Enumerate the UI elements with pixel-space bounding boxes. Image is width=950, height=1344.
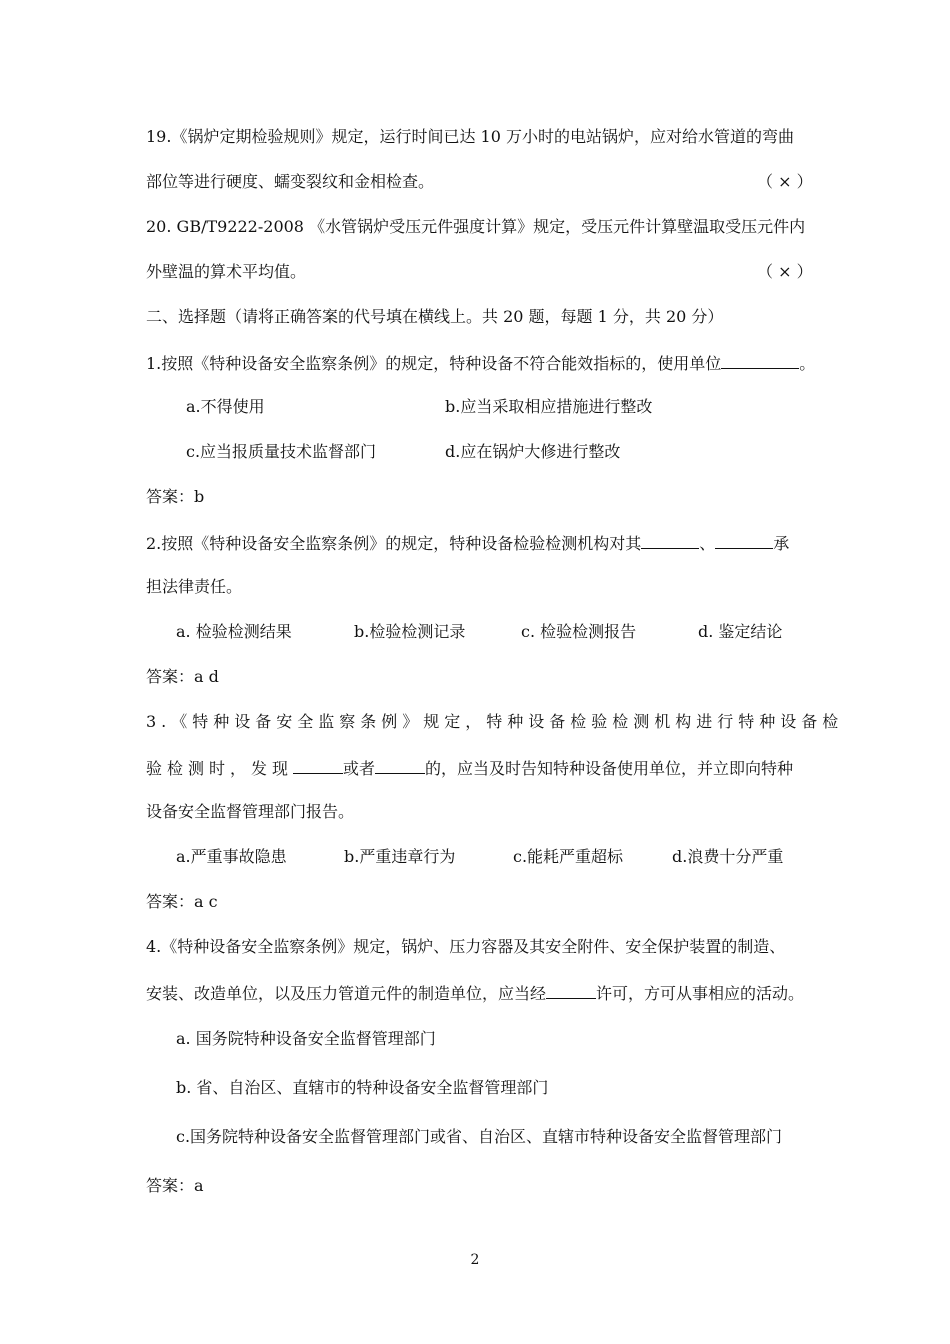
c3-line2-or: 或者 [343,759,376,778]
c3-blank-2 [375,757,425,774]
c2-stem-end: 承 [773,534,790,553]
section-title: 二、选择题（请将正确答案的代号填在横线上。共 20 题，每题 1 分，共 20 分） [146,307,724,326]
c1-option-b: b.应当采取相应措施进行整改 [445,397,653,416]
q19-line2: 部位等进行硬度、蠕变裂纹和金相检查。 [146,172,435,191]
q20-line2: 外壁温的算术平均值。 [146,262,307,281]
c1-stem-end: 。 [799,354,816,373]
c1-stem-text: 1.按照《特种设备安全监察条例》的规定，特种设备不符合能效指标的，使用单位 [146,354,722,373]
c3-option-c: c.能耗严重超标 [513,847,624,866]
c1-answer: 答案：b [146,487,205,506]
c2-blank-1 [641,532,699,549]
c4-line2-text: 安装、改造单位，以及压力管道元件的制造单位，应当经 [146,984,547,1003]
c2-option-c: c. 检验检测报告 [521,622,637,641]
c3-blank-1 [293,757,343,774]
c3-line2-end: 的，应当及时告知特种设备使用单位，并立即向特种 [425,759,794,778]
q20-mark: （ × ） [757,262,813,281]
c4-answer: 答案：a [146,1176,204,1195]
c2-option-d: d. 鉴定结论 [698,622,783,641]
c2-option-b: b.检验检测记录 [354,622,466,641]
c1-stem [146,352,815,374]
c2-stem [146,532,789,554]
c4-option-c: c.国务院特种设备安全监督管理部门或省、自治区、直辖市特种设备安全监督管理部门 [176,1127,783,1146]
c1-option-c: c.应当报质量技术监督部门 [186,442,377,461]
c1-option-d: d.应在锅炉大修进行整改 [445,442,621,461]
c3-line3: 设备安全监督管理部门报告。 [146,802,355,821]
c3-option-a: a.严重事故隐患 [176,847,287,866]
c2-stem-text: 2.按照《特种设备安全监察条例》的规定，特种设备检验检测机构对其 [146,534,642,553]
c2-option-a: a. 检验检测结果 [176,622,292,641]
c2-answer: 答案：a d [146,667,219,686]
page-number: 2 [470,1252,480,1268]
q19-line1: 19.《锅炉定期检验规则》规定，运行时间已达 10 万小时的电站锅炉，应对给水管道的弯曲 [146,127,794,146]
c3-line2 [146,757,793,779]
c4-option-a: a. 国务院特种设备安全监督管理部门 [176,1029,436,1048]
c2-stem-sep: 、 [699,534,716,553]
c4-line2-end: 许可，方可从事相应的活动。 [596,984,805,1003]
c4-option-b: b. 省、自治区、直辖市的特种设备安全监督管理部门 [176,1078,549,1097]
c3-option-d: d.浪费十分严重 [672,847,784,866]
c3-line2-text: 验检测时，发现 [146,759,294,778]
q19-mark: （ × ） [757,172,813,191]
c2-line2: 担法律责任。 [146,577,243,596]
c4-line2 [146,982,804,1004]
c3-option-b: b.严重违章行为 [344,847,456,866]
c1-option-a: a.不得使用 [186,397,265,416]
c3-answer: 答案：a c [146,892,218,911]
c3-line1: 3.《特种设备安全监察条例》规定，特种设备检验检测机构进行特种设备检 [146,712,844,731]
q20-line1: 20. GB/T9222-2008 《水管锅炉受压元件强度计算》规定，受压元件计算壁温取受压元件内 [146,217,806,236]
c2-blank-2 [715,532,773,549]
c4-blank [546,982,596,999]
c4-line1: 4.《特种设备安全监察条例》规定，锅炉、压力容器及其安全附件、安全保护装置的制造、 [146,937,786,956]
c1-blank [721,352,799,369]
